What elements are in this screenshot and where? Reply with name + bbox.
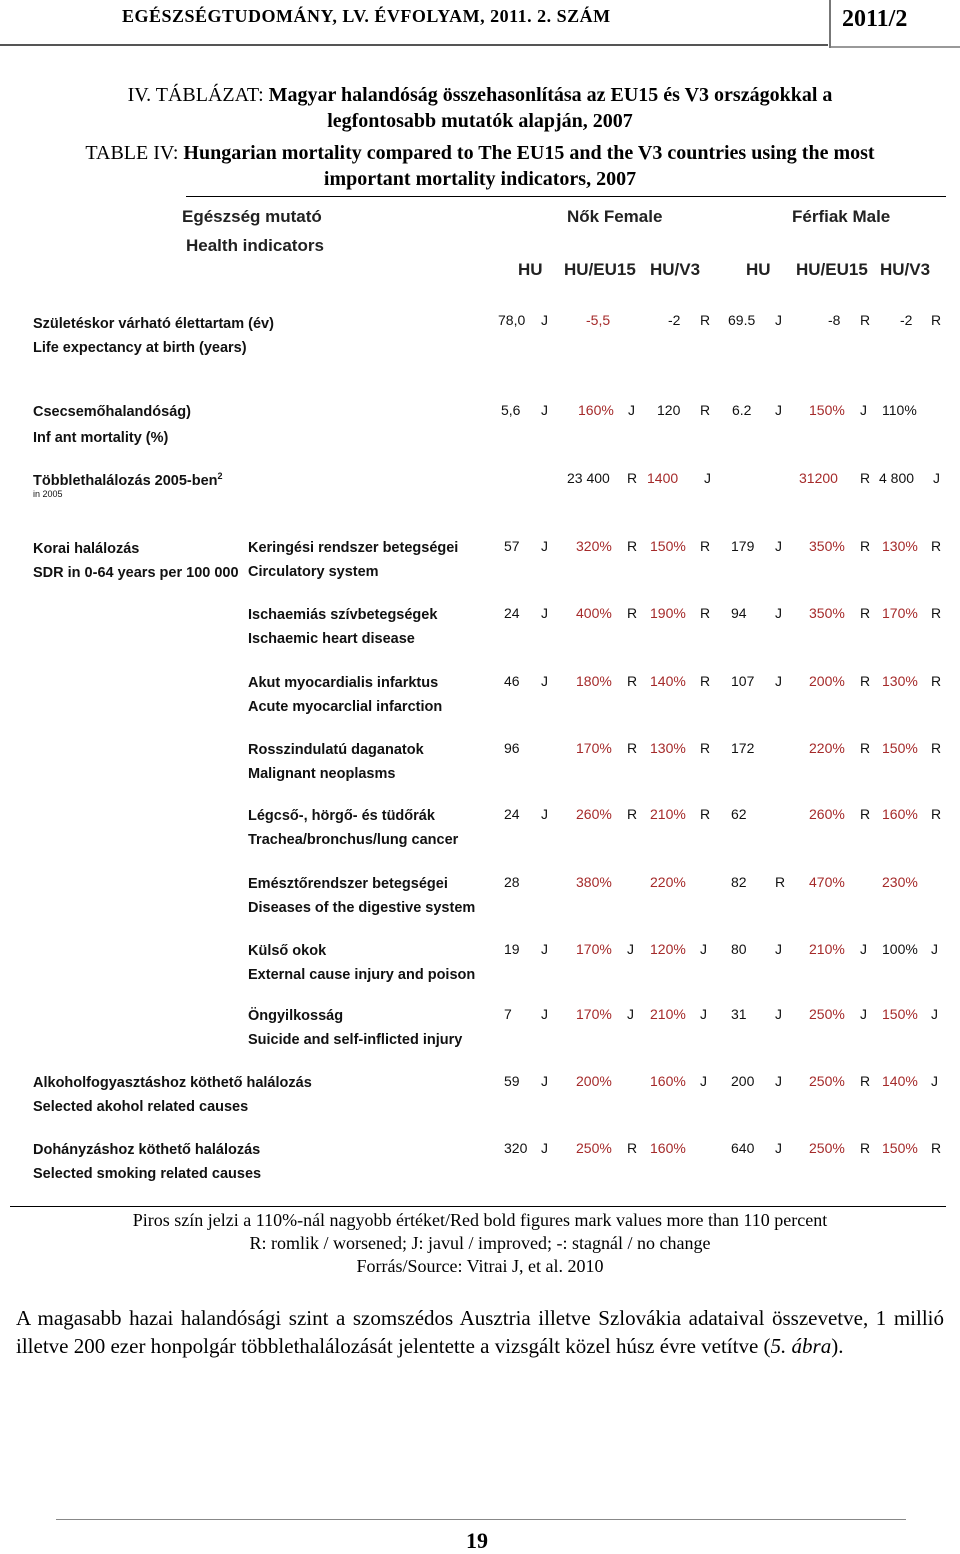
cell: 130%	[882, 538, 918, 554]
caption-en-line2: important mortality indicators, 2007	[323, 168, 637, 190]
cell: J	[860, 941, 867, 957]
cell: 7	[504, 1006, 512, 1022]
row-label-en: Suicide and self-inflicted injury	[248, 1032, 463, 1048]
cell: R	[700, 673, 711, 689]
cell: 120	[657, 402, 681, 418]
row-label-hu: Alkoholfogyasztáshoz köthető halálozás	[33, 1075, 312, 1091]
cell: 350%	[809, 605, 845, 621]
table-bottom-rule	[10, 1206, 946, 1207]
footnote-legend: R: romlik / worsened; J: javul / improved; -: stagnál / no change	[249, 1233, 711, 1253]
cell: J	[628, 402, 635, 418]
cell: J	[541, 941, 548, 957]
cell: R	[627, 1140, 638, 1156]
cell: 31	[731, 1006, 747, 1022]
row-label-en: Diseases of the digestive system	[248, 900, 476, 916]
cell: J	[704, 470, 711, 486]
cell: J	[775, 538, 782, 554]
cell: 250%	[576, 1140, 612, 1156]
cell: R	[931, 538, 942, 554]
cell: 230%	[882, 874, 918, 890]
row-life-expectancy-en: Life expectancy at birth (years)	[33, 340, 247, 356]
cell: R	[700, 312, 711, 328]
cell: R	[700, 740, 711, 756]
cell: R	[775, 874, 786, 890]
cell: 200%	[809, 673, 845, 689]
cell: 94	[731, 605, 747, 621]
cell: 140%	[650, 673, 686, 689]
cell: R	[700, 538, 711, 554]
cell: 140%	[882, 1073, 918, 1089]
cell: 69.5	[728, 312, 756, 328]
caption-en-line1: TABLE IV: Hungarian mortality compared to The EU15 and the V3 countries using the most	[85, 142, 875, 164]
cell: R	[860, 538, 871, 554]
cell: 470%	[809, 874, 845, 890]
cell: R	[627, 740, 638, 756]
row-infant-mortality-hu: Csecsemőhalandóság)	[33, 404, 191, 420]
row-label-en: Selected akohol related causes	[33, 1099, 249, 1115]
cell: 57	[504, 538, 520, 554]
cell: 150%	[882, 1006, 918, 1022]
cell: 23 400	[567, 470, 610, 486]
cell: 350%	[809, 538, 845, 554]
cell: 107	[731, 673, 755, 689]
row-label-en: External cause injury and poison	[248, 967, 476, 983]
cell: 320%	[576, 538, 612, 554]
cell: R	[931, 1140, 942, 1156]
cell: R	[860, 740, 871, 756]
cell: R	[931, 312, 942, 328]
cell: 250%	[809, 1073, 845, 1089]
cell: 160%	[650, 1140, 686, 1156]
cell: 120%	[650, 941, 686, 957]
cell: R	[860, 605, 871, 621]
cell: 1400	[647, 470, 679, 486]
header-col-hu-m: HU	[746, 260, 771, 279]
cell: 150%	[650, 538, 686, 554]
row-excess-deaths-en: in 2005	[33, 489, 63, 499]
cell: J	[627, 941, 634, 957]
cell: J	[541, 605, 548, 621]
cell: 150%	[809, 402, 845, 418]
cell: J	[700, 1006, 707, 1022]
cell: J	[775, 1006, 782, 1022]
cell: 180%	[576, 673, 612, 689]
cell: 170%	[576, 740, 612, 756]
cell: -2	[900, 312, 913, 328]
cell: 250%	[809, 1006, 845, 1022]
cell: J	[541, 1073, 548, 1089]
cell: 31200	[799, 470, 838, 486]
cell: 46	[504, 673, 520, 689]
row-label-en: Ischaemic heart disease	[248, 631, 415, 647]
cell: J	[775, 402, 782, 418]
cell: J	[860, 402, 867, 418]
cell: R	[860, 312, 871, 328]
group-early-mortality-en: SDR in 0-64 years per 100 000	[33, 565, 239, 581]
header-col-hu-f: HU	[518, 260, 543, 279]
cell: J	[627, 1006, 634, 1022]
cell: J	[700, 1073, 707, 1089]
cell: 170%	[882, 605, 918, 621]
header-indicator-hu: Egészség mutató	[182, 207, 322, 226]
cell: J	[931, 941, 938, 957]
row-label-hu: Légcső-, hörgő- és tüdőrák	[248, 808, 435, 824]
cell: R	[627, 470, 638, 486]
cell: 150%	[882, 1140, 918, 1156]
cell: 5,6	[501, 402, 521, 418]
row-label-hu: Ischaemiás szívbetegségek	[248, 607, 438, 623]
cell: 400%	[576, 605, 612, 621]
cell: 4 800	[879, 470, 915, 486]
cell: J	[775, 605, 782, 621]
cell: R	[700, 605, 711, 621]
cell: 190%	[650, 605, 686, 621]
cell: J	[541, 1140, 548, 1156]
cell: -2	[668, 312, 681, 328]
row-infant-mortality-en: Inf ant mortality (%)	[33, 430, 169, 446]
row-label-hu: Öngyilkosság	[248, 1008, 344, 1024]
caption-hu-line2: legfontosabb mutatók alapján, 2007	[327, 110, 633, 132]
cell: J	[541, 538, 548, 554]
cell: R	[931, 740, 942, 756]
row-label-hu: Akut myocardialis infarktus	[248, 675, 439, 691]
cell: 62	[731, 806, 747, 822]
cell: J	[931, 1073, 938, 1089]
row-label-en: Acute myocarclial infarction	[248, 699, 443, 715]
cell: J	[775, 673, 782, 689]
cell: 220%	[809, 740, 845, 756]
cell: 78,0	[498, 312, 526, 328]
row-life-expectancy-hu: Születéskor várható élettartam (év)	[33, 316, 274, 332]
cell: R	[860, 673, 871, 689]
row-label-en: Trachea/bronchus/lung cancer	[248, 832, 459, 848]
cell: J	[541, 673, 548, 689]
caption-hu-line1: IV. TÁBLÁZAT: Magyar halandóság összehasonlítása az EU15 és V3 országokkal a	[127, 84, 833, 106]
row-label-hu: Keringési rendszer betegségei	[248, 540, 459, 556]
cell: 380%	[576, 874, 612, 890]
cell: 160%	[578, 402, 614, 418]
row-label-hu: Külső okok	[248, 943, 327, 959]
cell: 130%	[882, 673, 918, 689]
cell: J	[541, 312, 548, 328]
cell: R	[700, 402, 711, 418]
cell: 260%	[809, 806, 845, 822]
cell: 320	[504, 1140, 528, 1156]
journal-header: EGÉSZSÉGTUDOMÁNY, LV. ÉVFOLYAM, 2011. 2. SZÁM	[122, 6, 611, 26]
cell: R	[860, 1140, 871, 1156]
cell: J	[931, 1006, 938, 1022]
row-label-hu: Emésztőrendszer betegségei	[248, 876, 448, 892]
header-male: Férfiak Male	[792, 207, 891, 226]
issue-number: 2011/2	[842, 6, 908, 32]
cell: J	[933, 470, 940, 486]
row-label-hu: Dohányzáshoz köthető halálozás	[33, 1142, 261, 1158]
cell: 210%	[650, 806, 686, 822]
cell: 220%	[650, 874, 686, 890]
cell: 82	[731, 874, 747, 890]
header-female: Nők Female	[567, 207, 663, 226]
cell: 80	[731, 941, 747, 957]
cell: J	[541, 806, 548, 822]
cell: 24	[504, 806, 520, 822]
cell: R	[627, 673, 638, 689]
cell: J	[541, 1006, 548, 1022]
footer-rule	[56, 1519, 906, 1520]
cell: 100%	[882, 941, 918, 957]
cell: 260%	[576, 806, 612, 822]
row-label-en: Malignant neoplasms	[248, 766, 396, 782]
cell: J	[775, 312, 782, 328]
cell: J	[700, 941, 707, 957]
cell: 170%	[576, 1006, 612, 1022]
cell: 170%	[576, 941, 612, 957]
group-early-mortality-hu: Korai halálozás	[33, 541, 140, 557]
cell: R	[860, 470, 871, 486]
cell: J	[775, 941, 782, 957]
cell: J	[775, 1073, 782, 1089]
header-col-hueu15-m: HU/EU15	[796, 260, 868, 279]
header-col-hueu15-f: HU/EU15	[564, 260, 636, 279]
cell: 160%	[650, 1073, 686, 1089]
header-vertical-divider	[829, 0, 831, 48]
cell: 160%	[882, 806, 918, 822]
cell: 6.2	[732, 402, 752, 418]
cell: R	[860, 806, 871, 822]
row-label-hu: Rosszindulatú daganatok	[248, 742, 424, 758]
cell: 24	[504, 605, 520, 621]
cell: R	[860, 1073, 871, 1089]
cell: 210%	[650, 1006, 686, 1022]
row-excess-deaths-hu: Többlethalálozás 2005-ben$^2$	[33, 471, 223, 489]
cell: 640	[731, 1140, 755, 1156]
cell: R	[931, 806, 942, 822]
cell: 200%	[576, 1073, 612, 1089]
header-col-huv3-m: HU/V3	[880, 260, 931, 279]
cell: 59	[504, 1073, 520, 1089]
cell: 179	[731, 538, 755, 554]
row-label-en: Selected smoking related causes	[33, 1166, 262, 1182]
cell: 96	[504, 740, 520, 756]
header-indicator-en: Health indicators	[186, 236, 324, 255]
cell: J	[775, 1140, 782, 1156]
row-label-en: Circulatory system	[248, 564, 379, 580]
cell: -8	[828, 312, 841, 328]
cell: -5,5	[586, 312, 611, 328]
header-divider	[0, 44, 828, 46]
cell: 150%	[882, 740, 918, 756]
cell: R	[700, 806, 711, 822]
cell: J	[860, 1006, 867, 1022]
cell: 210%	[809, 941, 845, 957]
table-top-rule	[186, 196, 946, 197]
cell: R	[627, 806, 638, 822]
cell: 19	[504, 941, 520, 957]
cell: R	[931, 673, 942, 689]
cell: R	[931, 605, 942, 621]
header-divider-right	[831, 46, 960, 48]
header-col-huv3-f: HU/V3	[650, 260, 701, 279]
cell: 28	[504, 874, 520, 890]
cell: 250%	[809, 1140, 845, 1156]
cell: 130%	[650, 740, 686, 756]
footnote-source: Forrás/Source: Vitrai J, et al. 2010	[356, 1256, 604, 1276]
body-paragraph: A magasabb hazai halandósági szint a szomszédos Ausztria illetve Szlovákia adataival összevetve, 1 millió illetve 200 ezer honpolgár többlethalálozását jelentette a vizsgált közel húsz évre vetítve (5. ábra).	[16, 1306, 944, 1358]
cell: 200	[731, 1073, 755, 1089]
cell: J	[541, 402, 548, 418]
cell: 172	[731, 740, 755, 756]
cell: 110%	[882, 402, 917, 418]
cell: R	[627, 605, 638, 621]
page-number: 19	[466, 1528, 488, 1553]
footnote-red: Piros szín jelzi a 110%-nál nagyobb értéket/Red bold figures mark values more than 110 percent	[132, 1210, 828, 1230]
cell: R	[627, 538, 638, 554]
